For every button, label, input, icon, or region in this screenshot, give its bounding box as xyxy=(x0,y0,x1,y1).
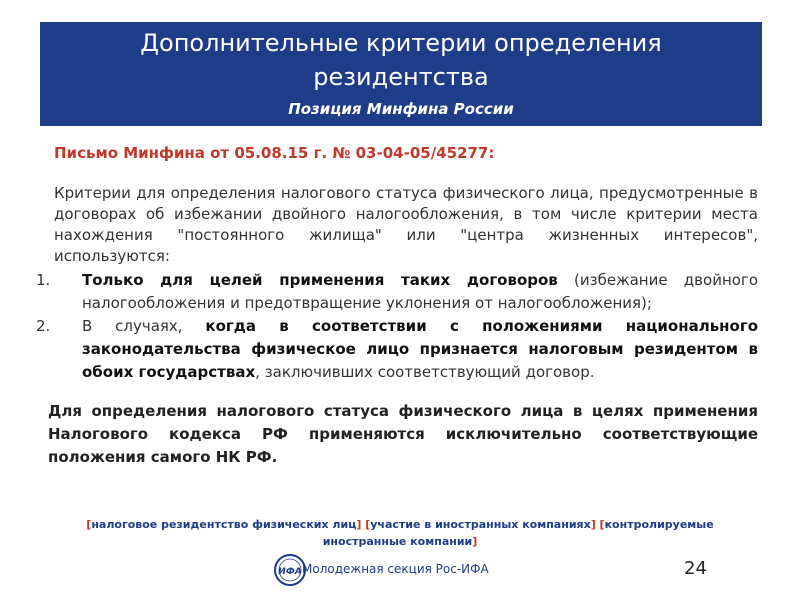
title-banner xyxy=(40,22,762,126)
tag-links: [налоговое резидентство физических лиц] [участие в иностранных компаниях] [контролируемые иностранные компании] xyxy=(86,518,714,548)
criteria-list xyxy=(36,269,758,384)
list-item-bold-text: Только для целей применения таких договоров xyxy=(82,271,558,289)
letter-reference: Письмо Минфина от 05.08.15 г. № 03-04-05/45277: xyxy=(54,144,495,162)
list-item xyxy=(36,269,758,315)
slide-title-line2: резидентства xyxy=(313,63,489,91)
list-item-text: В случаях, xyxy=(82,317,206,335)
list-item xyxy=(36,315,758,384)
list-item-number: 1. xyxy=(36,271,51,289)
intro-paragraph: Критерии для определения налогового статуса физического лица, предусмотренные в договорах об избежании двойного налогообложения, в том числе критерии места нахождения "постоянного жилища" или "центра жизненных интересов", используются: xyxy=(54,184,758,265)
tag-link[interactable]: налоговое резидентство физических лиц xyxy=(91,518,357,531)
page-number: 24 xyxy=(684,558,707,579)
conclusion-paragraph: Для определения налогового статуса физического лица в целях применения Налогового кодекса РФ применяются исключительно соответствующие положения самого НК РФ. xyxy=(48,402,758,466)
slide-subtitle: Позиция Минфина России xyxy=(288,100,514,118)
slide-title-line1: Дополнительные критерии определения xyxy=(140,29,662,57)
list-item-text: (избежание двойного налогообложения и предотвращение уклонения от налогообложения); xyxy=(82,271,758,312)
tag-link[interactable]: участие в иностранных компаниях xyxy=(370,518,591,531)
list-item-number: 2. xyxy=(36,317,51,335)
list-item-text: , заключивших соответствующий договор. xyxy=(255,363,595,381)
tag-link[interactable]: контролируемые иностранные компании xyxy=(322,518,714,548)
footer-organization: Молодежная секция Рос-ИФА xyxy=(302,562,489,576)
list-item-bold-text: когда в соответствии с положениями национального законодательства физическое лицо признается налоговым резидентом в обоих государствах xyxy=(82,317,758,381)
logo-text: ИФА xyxy=(278,567,302,577)
